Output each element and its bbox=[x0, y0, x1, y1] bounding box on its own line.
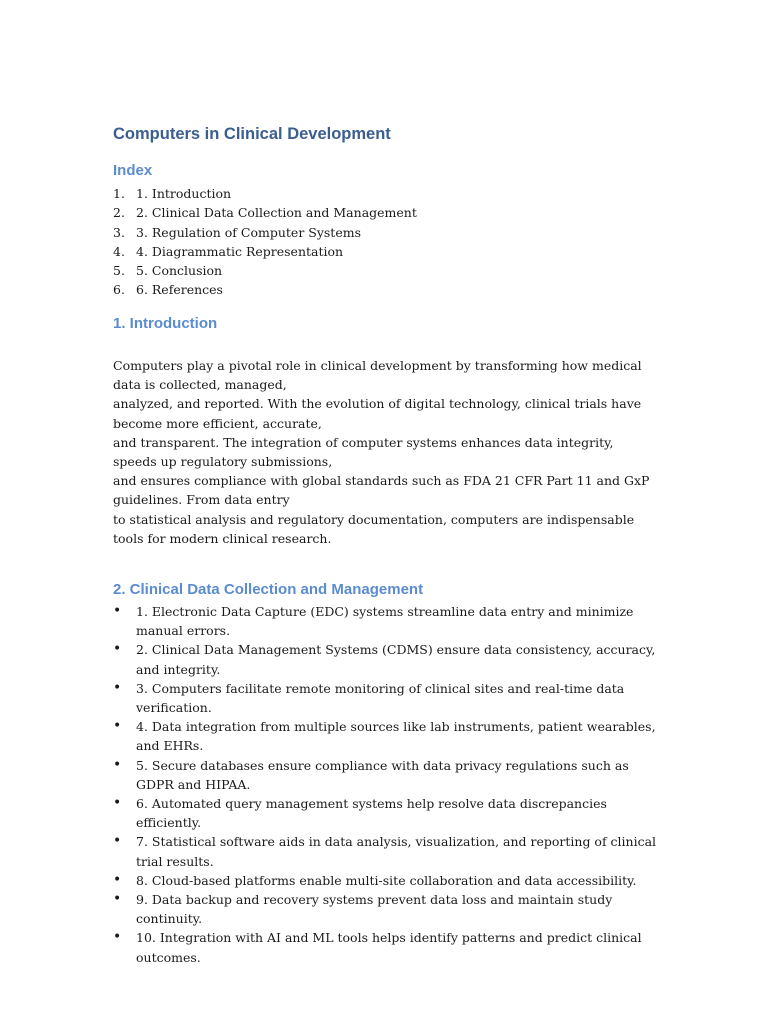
index-item-number: 6. bbox=[113, 282, 125, 298]
bullet-icon: • bbox=[113, 641, 122, 658]
list-item bbox=[113, 640, 658, 678]
index-item-number: 2. bbox=[113, 205, 125, 221]
list-item bbox=[113, 679, 658, 717]
list-item bbox=[113, 890, 658, 928]
list-item-text: 3. Computers facilitate remote monitoring of clinical sites and real-time data verification. bbox=[136, 680, 625, 716]
list-item bbox=[113, 832, 658, 870]
index-item bbox=[113, 223, 417, 242]
list-item bbox=[113, 756, 658, 794]
bullet-icon: • bbox=[113, 679, 122, 696]
bullet-icon: • bbox=[113, 929, 122, 946]
introduction-paragraph bbox=[113, 356, 658, 548]
introduction-line: analyzed, and reported. With the evolution of digital technology, clinical trials have become more efficient, accurate, bbox=[113, 396, 642, 431]
data-management-list bbox=[113, 602, 658, 967]
document-title: Computers in Clinical Development bbox=[113, 125, 391, 143]
introduction-line: and ensures compliance with global standards such as FDA 21 CFR Part 11 and GxP guidelines. From data entry bbox=[113, 473, 650, 508]
list-item-text: 9. Data backup and recovery systems prevent data loss and maintain study continuity. bbox=[136, 892, 613, 927]
index-item-number: 1. bbox=[113, 186, 125, 201]
bullet-icon: • bbox=[113, 718, 122, 735]
index-item-label: 6. References bbox=[136, 282, 223, 298]
list-item-text: 1. Electronic Data Capture (EDC) systems streamline data entry and minimize manual errors. bbox=[136, 604, 634, 639]
index-item bbox=[113, 261, 417, 280]
index-item bbox=[113, 242, 417, 261]
index-list bbox=[113, 184, 417, 300]
index-heading: Index bbox=[113, 162, 153, 179]
list-item bbox=[113, 794, 658, 832]
list-item-text: 6. Automated query management systems help resolve data discrepancies efficiently. bbox=[136, 796, 607, 831]
introduction-line: Computers play a pivotal role in clinical development by transforming how medical data is collected, managed, bbox=[113, 358, 642, 393]
list-item-text: 2. Clinical Data Management Systems (CDMS) ensure data consistency, accuracy, and integrity. bbox=[136, 642, 656, 677]
introduction-line: to statistical analysis and regulatory documentation, computers are indispensable tools for modern clinical research. bbox=[113, 511, 635, 546]
list-item-text: 7. Statistical software aids in data analysis, visualization, and reporting of clinical trial results. bbox=[136, 834, 657, 869]
introduction-line: and transparent. The integration of computer systems enhances data integrity, speeds up regulatory submissions, bbox=[113, 434, 614, 470]
introduction-heading: 1. Introduction bbox=[113, 315, 218, 332]
index-item-number: 3. bbox=[113, 224, 125, 240]
index-item-label: 4. Diagrammatic Representation bbox=[136, 243, 344, 259]
bullet-icon: • bbox=[113, 871, 122, 888]
index-item-label: 2. Clinical Data Collection and Management bbox=[136, 205, 417, 221]
data-management-heading: 2. Clinical Data Collection and Management bbox=[113, 581, 424, 598]
index-item-number: 4. bbox=[113, 243, 125, 259]
list-item bbox=[113, 602, 658, 640]
index-item bbox=[113, 280, 417, 299]
index-item bbox=[113, 203, 417, 222]
bullet-icon: • bbox=[113, 833, 122, 850]
list-item-text: 8. Cloud-based platforms enable multi-site collaboration and data accessibility. bbox=[136, 872, 637, 888]
bullet-icon: • bbox=[113, 795, 122, 812]
index-item-label: 1. Introduction bbox=[136, 186, 232, 201]
list-item bbox=[113, 928, 658, 966]
index-item-label: 5. Conclusion bbox=[136, 263, 223, 279]
bullet-icon: • bbox=[113, 891, 122, 908]
index-item-label: 3. Regulation of Computer Systems bbox=[136, 224, 361, 240]
list-item-text: 5. Secure databases ensure compliance with data privacy regulations such as GDPR and HIPAA. bbox=[136, 757, 629, 792]
list-item-text: 10. Integration with AI and ML tools helps identify patterns and predict clinical outcomes. bbox=[136, 930, 642, 965]
index-item bbox=[113, 184, 417, 203]
list-item bbox=[113, 717, 658, 755]
list-item bbox=[113, 871, 658, 890]
index-item-number: 5. bbox=[113, 263, 125, 279]
bullet-icon: • bbox=[113, 756, 122, 773]
bullet-icon: • bbox=[113, 603, 122, 619]
list-item-text: 4. Data integration from multiple sources like lab instruments, patient wearables, and EHRs. bbox=[136, 719, 656, 754]
